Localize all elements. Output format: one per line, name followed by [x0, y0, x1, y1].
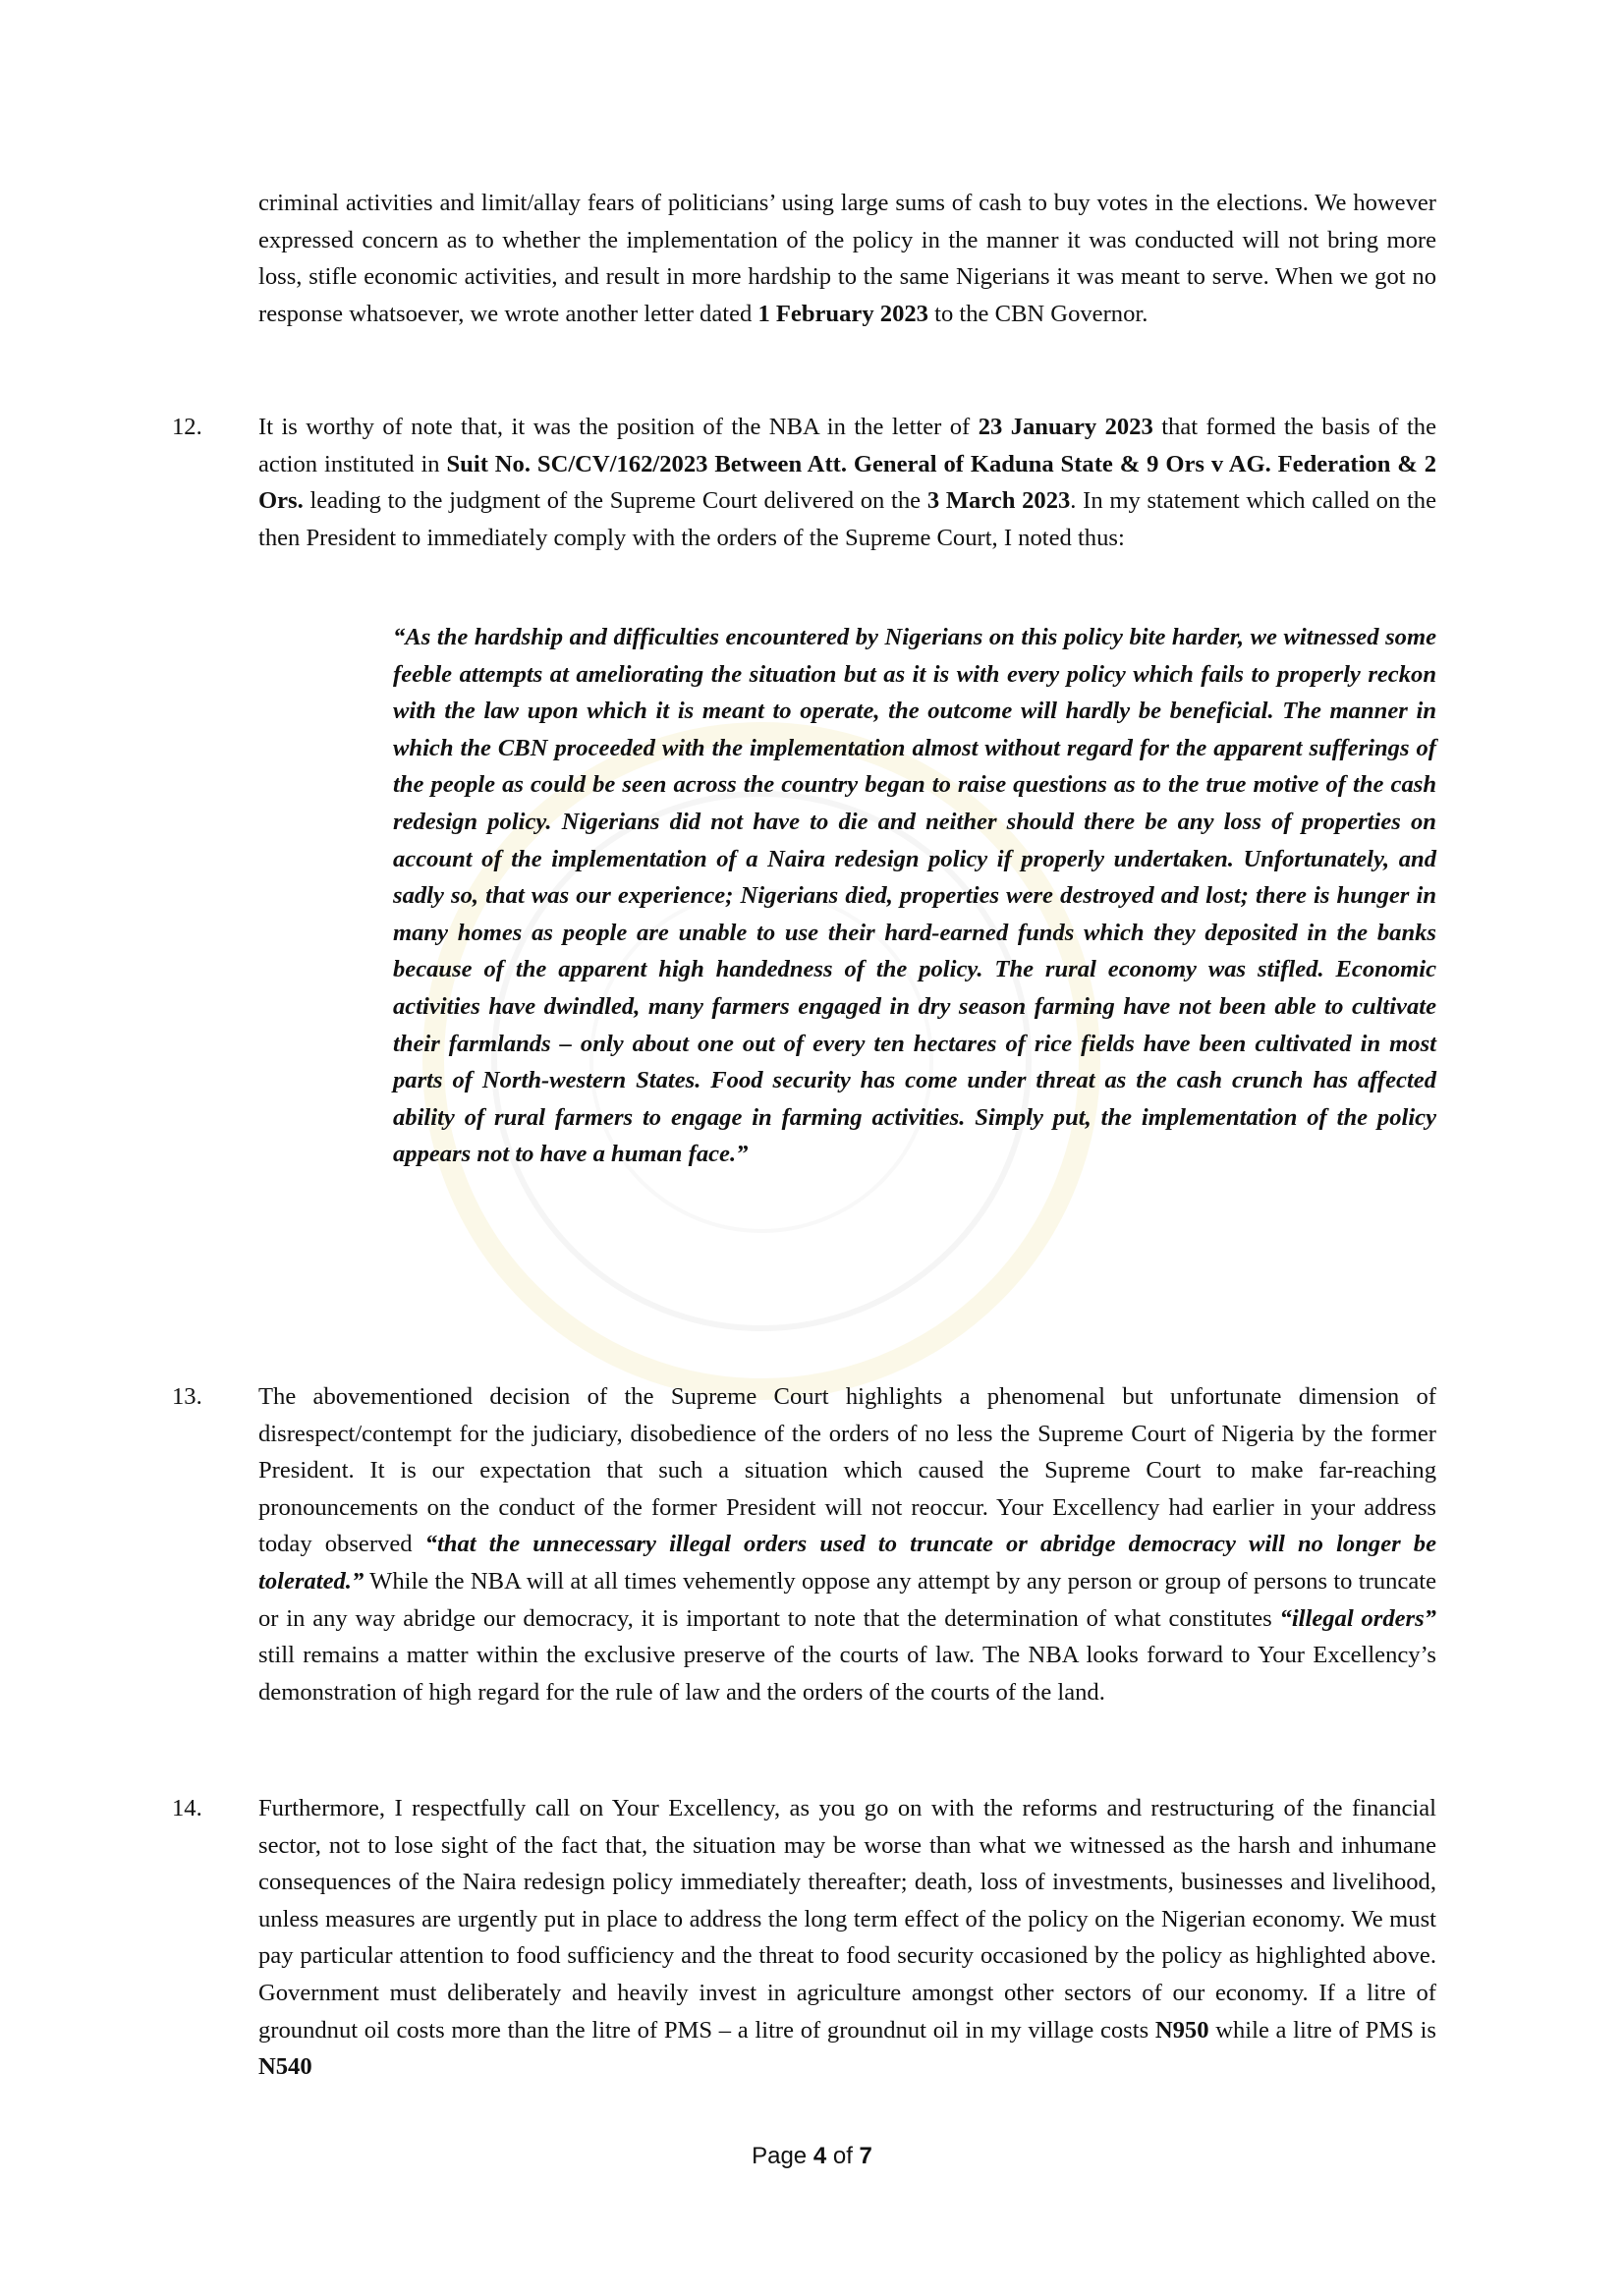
paragraph-11-continuation	[258, 185, 1436, 332]
paragraph-text: . In my statement which called on the then President to immediately comply with the orders of the Supreme Court, I noted thus:	[258, 487, 1436, 551]
paragraph-number: 13.	[172, 1383, 202, 1410]
paragraph-text: leading to the judgment of the Supreme Court delivered on the	[303, 487, 927, 515]
paragraph-text: while a litre of PMS is	[1208, 2016, 1436, 2044]
quoted-phrase: “that the unnecessary illegal orders used to truncate or abridge democracy will no longer be tolerated.”	[258, 1531, 1437, 1595]
paragraph-text: Furthermore, I respectfully call on Your Excellency, as you go on with the reforms and restructuring of the financial sector, not to lose sight of the fact that, the situation may be worse than what we witnessed as the harsh and inhumane consequences of the Naira redesign policy immediately thereafter; death, loss of investments, businesses and livelihood, unless measures are urgently put in place to address the long term effect of the policy on the Nigerian economy. We must pay particular attention to food sufficiency and the threat to food security occasioned by the policy as highlighted above. Government must deliberately and heavily invest in agriculture amongst other sectors of our economy. If a litre of groundnut oil costs more than the litre of PMS – a litre of groundnut oil in my village costs	[258, 1795, 1436, 2044]
paragraph-number: 12.	[172, 414, 202, 440]
price-value: N950	[1154, 2016, 1209, 2044]
paragraph-text: The abovementioned decision of the Supreme Court highlights a phenomenal but unfortunate dimension of disrespect/contempt for the judiciary, disobedience of the orders of no less the Supreme Court of Nigeria by the former President. It is our expectation that such a situation which caused the Supreme Court to make far-reaching pronouncements on the conduct of the former President will not reoccur. Your Excellency had earlier in your address today observed	[258, 1383, 1436, 1558]
page-footer	[0, 2143, 1624, 2170]
paragraph-body	[258, 409, 1436, 556]
block-quote: “As the hardship and difficulties encountered by Nigerians on this policy bite harder, we witnessed some feeble attempts at ameliorating the situation but as it is with every policy which fails to properly reckon with the law upon which it is meant to operate, the outcome will hardly be beneficial. The manner in which the CBN proceeded with the implementation almost without regard for the apparent sufferings of the people as could be seen across the country began to raise questions as to the true motive of the cash redesign policy. Nigerians did not have to die and neither should there be any loss of properties on account of the implementation of a Naira redesign policy if properly undertaken. Unfortunately, and sadly so, that was our experience; Nigerians died, properties were destroyed and lost; there is hunger in many homes as people are unable to use their hard-earned funds which they deposited in the banks because of the apparent high handedness of the policy. The rural economy was stifled. Economic activities have dwindled, many farmers engaged in dry season farming have not been able to cultivate their farmlands – only about one out of every ten hectares of rice fields have been cultivated in most parts of North-western States. Food security has come under threat as the cash crunch has affected ability of rural farmers to engage in farming activities. Simply put, the implementation of the policy appears not to have a human face.”	[393, 624, 1436, 1168]
total-pages: 7	[859, 2143, 872, 2169]
price-value: N540	[258, 2053, 312, 2081]
paragraph-text: that formed the basis of the action instituted in	[258, 414, 1436, 477]
paragraph-text: While the NBA will at all times vehemently oppose any attempt by any person or group of persons to truncate or in any way abridge our democracy, it is important to note that the determination of what constitutes	[258, 1567, 1436, 1632]
paragraph-14	[172, 1790, 1436, 2086]
suit-citation: Suit No. SC/CV/162/2023 Between Att. General of Kaduna State & 9 Ors v AG. Federation & 2 Ors.	[258, 450, 1436, 515]
bold-date: 23 January 2023	[978, 414, 1153, 440]
bold-date: 1 February 2023	[757, 300, 928, 327]
paragraph-body	[258, 1378, 1436, 1710]
paragraph-body	[258, 1790, 1436, 2086]
paragraph-number: 14.	[172, 1795, 202, 1821]
current-page-number: 4	[812, 2143, 827, 2169]
paragraph-text: It is worthy of note that, it was the position of the NBA in the letter of	[258, 414, 979, 440]
page-label: Page	[752, 2143, 813, 2169]
paragraph-text: criminal activities and limit/allay fears of politicians’ using large sums of cash to buy votes in the elections. We however expressed concern as to whether the implementation of the policy in the manner it was conducted will not bring more loss, stifle economic activities, and result in more hardship to the same Nigerians it was meant to serve. When we got no response whatsoever, we wrote another letter dated	[258, 190, 1436, 327]
paragraph-12	[172, 409, 1436, 556]
paragraph-text: to the CBN Governor.	[927, 300, 1148, 327]
paragraph-13	[172, 1378, 1436, 1710]
quoted-phrase: “illegal orders”	[1279, 1604, 1436, 1632]
paragraph-text: still remains a matter within the exclusive preserve of the courts of law. The NBA looks forward to Your Excellency’s demonstration of high regard for the rule of law and the orders of the courts of the land.	[258, 1642, 1436, 1706]
bold-date: 3 March 2023	[926, 487, 1071, 515]
of-label: of	[826, 2143, 860, 2169]
